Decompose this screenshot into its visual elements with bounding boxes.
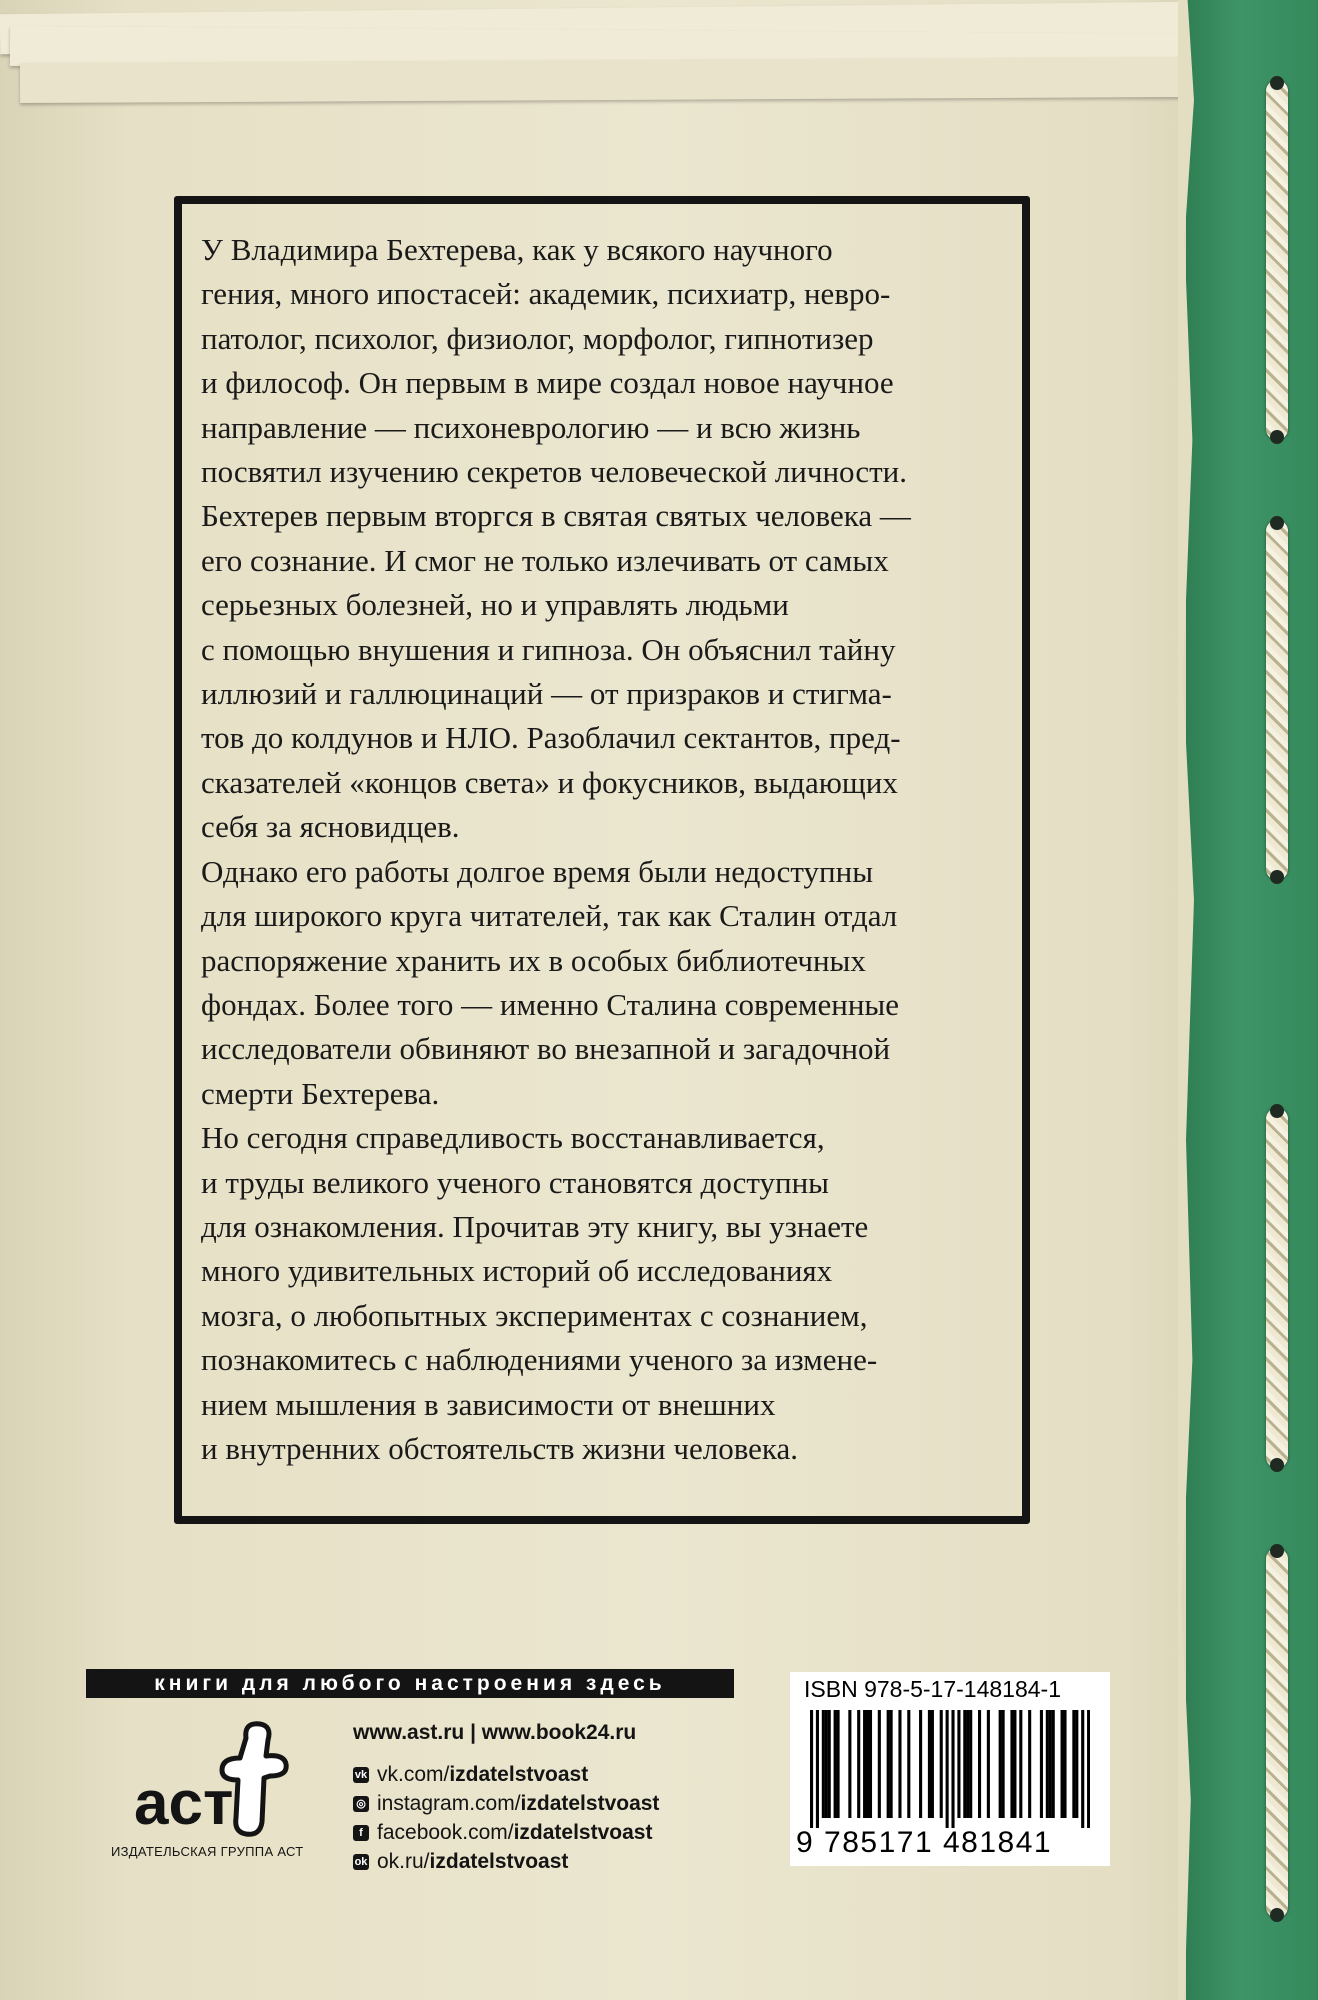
description-paragraph: Однако его работы долгое время были недоступны для широкого круга читателей, так как Сталин отдал распоряжение хранить их в особых библиотечных фондах. Более того — именно Сталина современные исследователи обвиняют во внезапной и загадочной смерти Бехтерева. — [201, 853, 899, 1111]
barcode-bar — [890, 1710, 893, 1818]
green-spine — [1186, 0, 1318, 2000]
isbn-block — [790, 1672, 1110, 1866]
barcode-bar — [1072, 1710, 1075, 1818]
barcode-bar — [1028, 1710, 1031, 1818]
social-handle: izdatelstvoast — [513, 1820, 653, 1844]
social-handle: izdatelstvoast — [449, 1762, 589, 1786]
barcode-bar — [963, 1710, 966, 1818]
barcode-bar — [1063, 1710, 1066, 1818]
barcode-bar — [887, 1710, 890, 1818]
barcode-bar — [919, 1710, 922, 1818]
paper-sheet-edge — [20, 57, 1186, 103]
barcode-bar — [1010, 1710, 1013, 1818]
barcode-bar — [969, 1710, 972, 1818]
description-paragraph: Бехтерев первым вторгся в святая святых человека — его сознание. И смог не только излечивать от самых серьезных болезней, но и управлять людьми с помощью внушения и гипноза. Он объяснил тайну иллюзий и галлюцинаций — от призраков и стигма- тов до колдунов и НЛО. Разоблачил сектантов, пред- сказателей «концов света» и фокусников, выдающих себя за ясновидцев. — [201, 498, 911, 845]
barcode-bar — [1087, 1710, 1090, 1828]
barcode-bar — [1061, 1710, 1064, 1818]
barcode-bar — [1040, 1710, 1043, 1818]
barcode-bar — [816, 1710, 819, 1828]
description-text — [201, 228, 1011, 1471]
social-prefix: vk.com/ — [377, 1762, 450, 1786]
barcode-bar — [928, 1710, 931, 1818]
isbn-digits: 9 785171 481841 — [796, 1826, 1053, 1859]
barcode-bar — [834, 1710, 837, 1818]
website-links[interactable]: www.ast.ru | www.book24.ru — [353, 1721, 637, 1744]
description-paragraph: У Владимира Бехтерева, как у всякого научного гения, много ипостасей: академик, психиатр, невро- патолог, психолог, физиолог, морфолог, гипнотизер и философ. Он первым в мире создал новое научное направление — психоневрологию — и всю жизнь посвятил изучению секретов человеческой личности. — [201, 232, 907, 490]
social-prefix: ok.ru/ — [377, 1849, 430, 1873]
barcode-bar — [987, 1710, 990, 1818]
barcode-bar — [863, 1710, 866, 1818]
social-links — [353, 1760, 659, 1876]
barcode-bar — [1013, 1710, 1016, 1818]
barcode-bar — [822, 1710, 825, 1818]
isbn-label: ISBN 978-5-17-148184-1 — [804, 1676, 1061, 1702]
facebook-icon: f — [353, 1825, 369, 1841]
barcode-bar — [1049, 1710, 1052, 1818]
barcode-bar — [828, 1710, 831, 1818]
barcode-bar — [1075, 1710, 1078, 1818]
ast-logo-icon — [128, 1718, 318, 1842]
barcode-bar — [1052, 1710, 1055, 1818]
barcode-bar — [951, 1710, 954, 1828]
barcode-bar — [837, 1710, 840, 1818]
barcode-bar — [1081, 1710, 1084, 1828]
description-paragraph: Но сегодня справедливость восстанавливается, и труды великого ученого становятся доступны для ознакомления. Прочитав эту книгу, вы узнаете много удивительных историй об исследованиях мозга, о любопытных экспериментах с сознанием, познакомитесь с наблюдениями ученого за изменe- нием мышления в зависимости от внешних и внутренних обстоятельств жизни человека. — [201, 1120, 878, 1466]
barcode-bar — [848, 1710, 851, 1818]
barcode-bar — [999, 1710, 1002, 1818]
binding-stitch — [1266, 1548, 1288, 1918]
social-prefix: facebook.com/ — [377, 1820, 514, 1844]
barcode-bar — [810, 1710, 813, 1828]
barcode-bar — [940, 1710, 943, 1818]
social-handle: izdatelstvoast — [520, 1791, 660, 1815]
vk-icon: vk — [354, 1768, 368, 1781]
barcode-bar — [878, 1710, 881, 1818]
social-prefix: instagram.com/ — [377, 1791, 521, 1815]
instagram-icon: ◎ — [353, 1796, 369, 1812]
barcode-bar — [946, 1710, 949, 1828]
barcode-bar — [869, 1710, 872, 1818]
logo-text: аст — [134, 1769, 234, 1838]
barcode-bar — [898, 1710, 901, 1818]
barcode-bar — [1002, 1710, 1005, 1818]
barcode-bar — [1019, 1710, 1022, 1818]
tagline-banner: книги для любого настроения здесь — [86, 1669, 734, 1698]
barcode-bar — [857, 1710, 860, 1818]
social-link-facebook[interactable] — [353, 1818, 659, 1847]
social-link-instagram[interactable] — [353, 1789, 659, 1818]
barcode-bar — [907, 1710, 910, 1818]
barcode-bar — [825, 1710, 828, 1818]
barcode-bar — [866, 1710, 869, 1818]
publisher-name: ИЗДАТЕЛЬСКАЯ ГРУППА АСТ — [111, 1844, 304, 1859]
binding-stitch — [1266, 80, 1288, 440]
barcode-icon — [810, 1710, 1090, 1828]
social-link-vk[interactable] — [353, 1760, 659, 1789]
barcode-bar — [1046, 1710, 1049, 1818]
binding-stitch — [1266, 520, 1288, 880]
social-link-odnoklassniki[interactable] — [353, 1847, 659, 1876]
binding-stitch — [1266, 1108, 1288, 1468]
barcode-bar — [966, 1710, 969, 1818]
barcode-bar — [978, 1710, 981, 1818]
social-handle: izdatelstvoast — [429, 1849, 569, 1873]
barcode-bar — [957, 1710, 960, 1818]
barcode-bar — [931, 1710, 934, 1818]
odnoklassniki-icon: ok — [354, 1855, 368, 1868]
